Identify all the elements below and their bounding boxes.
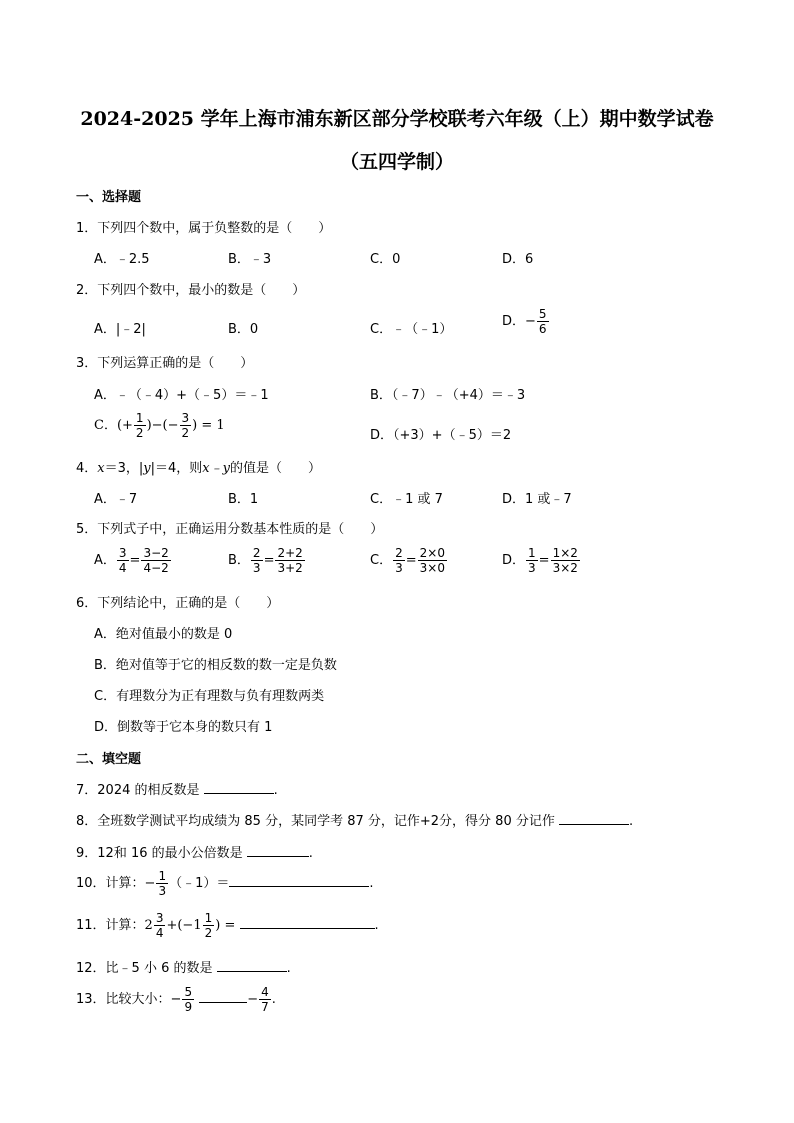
var-y: y	[143, 461, 151, 476]
q6-option-a: A．绝对值最小的数是 0	[94, 627, 233, 642]
fraction	[418, 547, 447, 574]
q1-option-a: A．﹣2.5	[94, 252, 150, 267]
fraction	[526, 547, 538, 574]
q1-option-d: D．6	[502, 252, 534, 267]
answer-blank	[247, 844, 309, 857]
q2-option-b: B．0	[228, 322, 259, 337]
exam-title: 2024-2025 学年上海市浦东新区部分学校联考六年级（上）期中数学试卷	[80, 108, 714, 130]
denominator: 2	[204, 926, 213, 940]
q4-text: ＝3，|	[104, 461, 144, 476]
numerator: 3−2	[143, 546, 169, 560]
numerator: 2	[395, 546, 403, 560]
q4-option-a: A．﹣7	[94, 492, 138, 507]
exam-subtitle: （五四学制）	[339, 151, 454, 173]
q2-option-a: A．|﹣2|	[94, 322, 146, 337]
q3-option-a: A．﹣（﹣4）+（﹣5）＝﹣1	[94, 388, 269, 403]
numerator: 1	[158, 869, 167, 883]
q5-option-b	[228, 547, 306, 574]
fraction	[203, 912, 215, 939]
numerator: 4	[261, 985, 269, 999]
option-label: D．	[502, 553, 526, 568]
q2-option-c: C．﹣（﹣1）	[370, 322, 453, 337]
q2-option-d-prefix: D．−	[502, 314, 536, 329]
fraction	[141, 547, 170, 574]
q6-option-c: C．有理数分为正有理数与负有理数两类	[94, 689, 325, 704]
fraction	[251, 547, 263, 574]
answer-blank	[199, 990, 247, 1003]
equals-sign: =	[263, 553, 275, 568]
q11-text: ) =	[215, 918, 236, 933]
denominator: 3+2	[277, 561, 303, 575]
numerator: 2×0	[419, 546, 445, 560]
q8-text: 8．全班数学测试平均成绩为 85 分，某同学考 87 分，记作+2分，得分 80 分记作	[76, 814, 555, 829]
answer-blank	[204, 781, 274, 794]
q5-option-a	[94, 547, 172, 574]
numerator: 1	[135, 411, 144, 425]
denominator: 3	[252, 561, 261, 575]
q1-option-c: C．0	[370, 252, 401, 267]
option-label: B．	[228, 553, 250, 568]
answer-blank	[229, 874, 369, 887]
denominator: 2	[135, 426, 144, 440]
q4-option-c: C．﹣1 或 7	[370, 492, 443, 507]
fraction	[117, 547, 129, 574]
option-label: A．	[94, 553, 116, 568]
q6-option-d: D．倒数等于它本身的数只有 1	[94, 720, 273, 735]
denominator: 7	[261, 1000, 269, 1014]
whole-number: 2	[144, 918, 153, 933]
numerator: 3	[118, 546, 127, 560]
numerator: 1×2	[552, 546, 578, 560]
q7-text: 7．2024 的相反数是	[76, 783, 200, 798]
question-8	[76, 810, 633, 829]
q2-option-d	[502, 308, 550, 335]
q3-c-prefix: C．(+	[94, 418, 133, 433]
question-9	[76, 842, 313, 861]
minus-sign: −	[144, 876, 156, 891]
q10-text: （﹣1）＝	[169, 876, 230, 891]
var-x: x	[97, 461, 105, 476]
fraction	[275, 547, 304, 574]
q3-c-mid: )−(−	[146, 418, 179, 433]
q5-option-c	[370, 547, 448, 574]
denominator: 3×2	[552, 561, 578, 575]
numerator: 2+2	[277, 546, 303, 560]
q11-text: 11．计算：	[76, 918, 145, 933]
minus-sign: −	[247, 992, 259, 1007]
q9-text: 9．12和 16 的最小公倍数是	[76, 846, 243, 861]
q10-text: 10．计算：	[76, 876, 145, 891]
q12-text: 12．比﹣5 小 6 的数是	[76, 961, 213, 976]
period: .	[629, 814, 634, 829]
period: .	[308, 846, 313, 861]
section-fill-in-blank: 二、填空题	[76, 752, 142, 767]
fraction	[259, 986, 271, 1013]
question-10	[76, 870, 374, 897]
q3-option-c	[94, 412, 225, 439]
answer-blank	[240, 916, 375, 929]
numerator: 1	[204, 911, 213, 925]
q4-option-d: D．1 或﹣7	[502, 492, 572, 507]
question-4-stem	[76, 457, 321, 476]
denominator: 6	[538, 322, 547, 336]
q3-c-suffix: ) = 1	[192, 418, 225, 433]
question-5-stem: 5．下列式子中，正确运用分数基本性质的是（ ）	[76, 522, 384, 537]
answer-blank	[559, 812, 629, 825]
fraction	[134, 412, 146, 439]
fraction	[537, 308, 549, 335]
q5-option-d	[502, 547, 581, 574]
denominator: 4−2	[143, 561, 169, 575]
numerator: 3	[181, 411, 190, 425]
numerator: 5	[538, 307, 547, 321]
period: .	[286, 961, 291, 976]
q4-option-b: B．1	[228, 492, 259, 507]
answer-blank	[217, 959, 287, 972]
numerator: 3	[155, 911, 164, 925]
denominator: 4	[155, 926, 164, 940]
denominator: 3	[158, 884, 167, 898]
fraction	[551, 547, 580, 574]
q4-text: 的值是（ ）	[229, 461, 321, 476]
q4-text: |＝4，则	[150, 461, 203, 476]
denominator: 3	[395, 561, 403, 575]
q3-option-b: B．（﹣7）﹣（+4）＝﹣3	[370, 388, 526, 403]
period: .	[369, 876, 374, 891]
denominator: 2	[181, 426, 190, 440]
q4-number: 4．	[76, 461, 98, 476]
fraction	[156, 870, 168, 897]
question-3-stem: 3．下列运算正确的是（ ）	[76, 356, 254, 371]
equals-sign: =	[129, 553, 141, 568]
q3-option-d: D．（+3）+（﹣5）＝2	[370, 428, 512, 443]
question-1-stem: 1．下列四个数中，属于负整数的是（ ）	[76, 221, 332, 236]
fraction	[180, 412, 192, 439]
period: .	[273, 783, 278, 798]
denominator: 3×0	[419, 561, 445, 575]
numerator: 2	[252, 546, 261, 560]
equals-sign: =	[405, 553, 417, 568]
question-2-stem: 2．下列四个数中，最小的数是（ ）	[76, 283, 306, 298]
question-12	[76, 957, 291, 976]
period: .	[374, 918, 379, 933]
denominator: 3	[528, 561, 536, 575]
q6-option-b: B．绝对值等于它的相反数的数一定是负数	[94, 658, 337, 673]
question-13	[76, 986, 276, 1013]
option-label: C．	[370, 553, 393, 568]
equals-sign: =	[538, 553, 550, 568]
numerator: 5	[184, 985, 193, 999]
q11-text: +(−1	[166, 918, 202, 933]
fraction	[182, 986, 194, 1013]
denominator: 4	[118, 561, 127, 575]
fraction	[393, 547, 405, 574]
numerator: 1	[528, 546, 536, 560]
denominator: 9	[184, 1000, 193, 1014]
question-7	[76, 779, 278, 798]
period: .	[271, 992, 276, 1007]
section-multiple-choice: 一、选择题	[76, 190, 142, 205]
q1-option-b: B．﹣3	[228, 252, 272, 267]
question-6-stem: 6．下列结论中，正确的是（ ）	[76, 596, 280, 611]
expr-x-minus-y: x﹣y	[202, 461, 230, 476]
q13-text: 13．比较大小：−	[76, 992, 182, 1007]
fraction	[154, 912, 166, 939]
question-11	[76, 912, 379, 939]
